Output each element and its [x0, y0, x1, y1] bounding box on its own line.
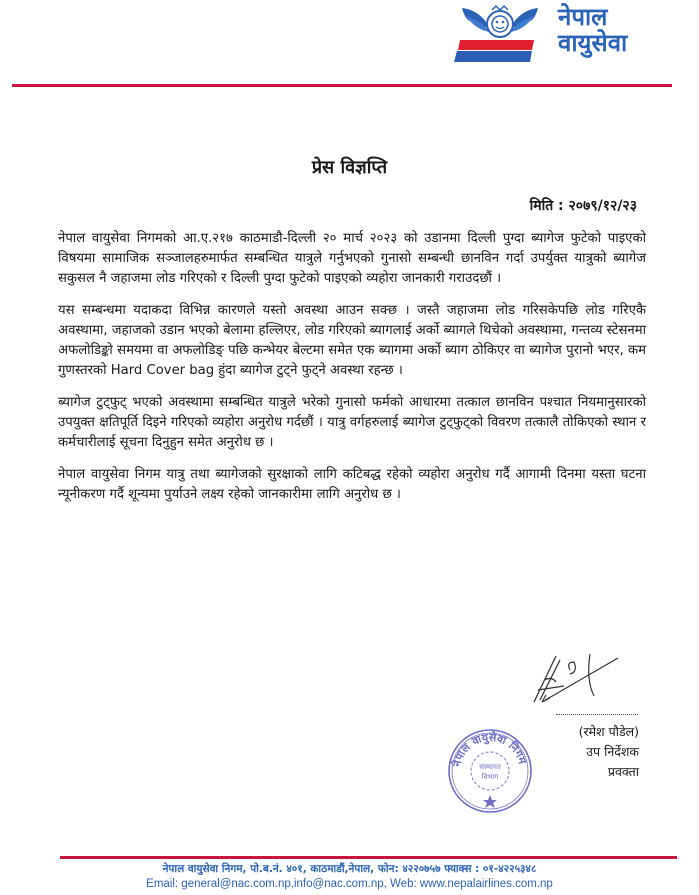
official-seal-stamp	[447, 728, 533, 814]
paragraph: यस सम्बन्धमा यदाकदा विभिन्न कारणले यस्तो अवस्था आउन सक्छ । जस्तै जहाजमा लोड गरिसकेपछि लोड गरिएकै अवस्थामा, जहाजको उडान भएको बेलामा हल्लिएर, लोड गरिएको ब्यागलाई अर्को ब्यागले थिचेको अवस्थामा, गन्तव्य स्टेसनमा अफलोडिङ्को समयमा वा अफलोडिङ् पछि कन्भेयर बेल्टमा समेत एक ब्यागमा अर्को ब्याग ठोकिएर वा ब्यागेज पुरानो भएर, कम गुणस्तरको Hard Cover bag हुंदा ब्यागेज टुट्ने फुट्ने अवस्था रहन्छ ।	[58, 303, 646, 378]
paragraph: नेपाल वायुसेवा निगम यात्रु तथा ब्यागेजको सुरक्षाको लागि कटिबद्ध रहेको व्यहोरा अनुरोध गर्दै आगामी दिनमा यस्ता घटना न्यूनीकरण गर्दै शून्यमा पुर्याउने लक्ष्य रहेको जानकारीमा लागि अनुरोध छ ।	[58, 467, 646, 502]
page-title: प्रेस विज्ञप्ति	[311, 157, 388, 178]
signatory-designation: उप निर्देशक	[586, 744, 639, 759]
logo-text-line1: नेपाल	[558, 3, 608, 31]
paragraph: नेपाल वायुसेवा निगमको आ.ए.२१७ काठमाडौ-दिल्ली २० मार्च २०२३ को उडानमा दिल्ली पुग्दा ब्यागेज फुटेको पाइएको विषयमा सामाजिक सञ्जालहरुमार्फत सम्बन्धित यात्रुले गर्नुभएको गुनासो सम्बन्धी छानविन गर्दा उपर्युक्त यात्रुको ब्यागेज सकुसल नै जहाजमा लोड गरिएको र दिल्ली पुग्दा फुटेको पाइएको व्यहोरा जानकारी गराउदछौं ।	[58, 231, 646, 286]
seal-inner-text-1: संस्थागत	[479, 763, 501, 771]
header-divider	[12, 84, 672, 87]
seal-outer-text: नेपाल वायुसेवा निगम	[450, 730, 529, 768]
document-date: मिति : २०७९/१२/२३	[529, 198, 637, 214]
logo-text-line2: वायुसेवा	[558, 29, 628, 57]
signatory-role: प्रवक्ता	[607, 764, 639, 779]
signatory-block	[579, 722, 639, 782]
logo-wordmark	[558, 4, 627, 56]
handwritten-signature	[530, 650, 620, 705]
footer-contact[interactable]: Email: general@nac.com.np,info@nac.com.np, Web: www.nepalairlines.com.np	[146, 878, 553, 890]
flag-stripes-icon	[454, 40, 534, 62]
seal-inner-text-2: विभाग	[481, 773, 499, 781]
footer-divider	[60, 856, 677, 859]
signature-line	[556, 714, 638, 715]
footer-address: नेपाल वायुसेवा निगम, पो.ब.नं. ४०१, काठमाडौं,नेपाल, फोन: ४२२०७५७ फ्याक्स : ०१-४२२५३४८	[162, 863, 537, 875]
star-icon	[483, 795, 497, 808]
signatory-name: (रमेश पौडेल)	[578, 724, 639, 739]
nepal-airlines-logo	[460, 2, 690, 74]
document-body	[58, 229, 646, 517]
paragraph: ब्यागेज टुट्फुट् भएको अवस्थामा सम्बन्धित यात्रुले भरेको गुनासो फर्मको आधारमा तत्काल छानविन पश्चात नियमानुसारको उपयुक्त क्षतिपूर्ति दिइने गरिएको व्यहोरा अनुरोध गर्दछौं । यात्रु वर्गहरुलाई ब्यागेज टुट्फुट्को विवरण तत्कालै तोकिएको स्थान र कर्मचारीलाई सूचना दिनुहुन समेत अनुरोध छ ।	[58, 395, 646, 450]
